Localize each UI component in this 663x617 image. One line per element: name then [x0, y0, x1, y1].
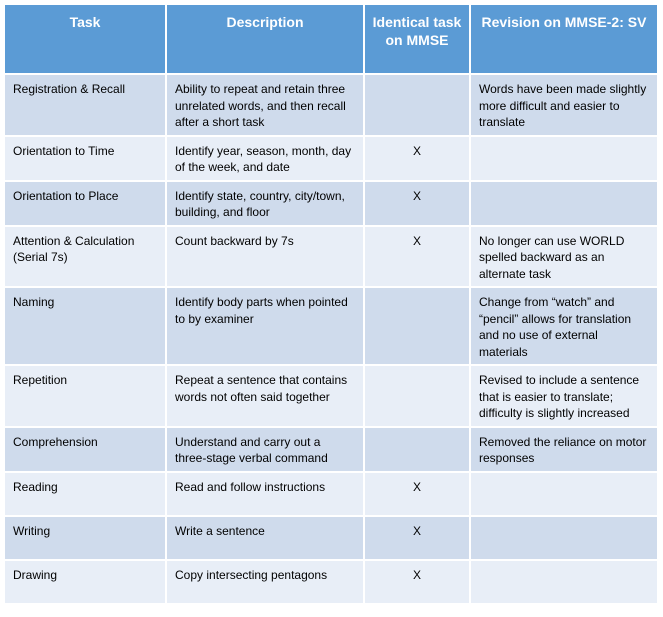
- table-row: [4, 226, 658, 288]
- table-row: [4, 472, 658, 516]
- table-row: [4, 74, 658, 136]
- cell-description: Identify body parts when pointed to by examiner: [166, 287, 364, 365]
- header-description: Description: [166, 4, 364, 74]
- cell-description: Identify year, season, month, day of the week, and date: [166, 136, 364, 181]
- cell-task: Orientation to Place: [4, 181, 166, 226]
- cell-task: Orientation to Time: [4, 136, 166, 181]
- cell-description: Count backward by 7s: [166, 226, 364, 288]
- cell-revision: [470, 136, 658, 181]
- header-row: [4, 4, 658, 74]
- cell-identical: X: [364, 560, 470, 604]
- cell-description: Copy intersecting pentagons: [166, 560, 364, 604]
- cell-task: Drawing: [4, 560, 166, 604]
- cell-revision: Change from “watch” and “pencil” allows for translation and no use of external materials: [470, 287, 658, 365]
- table-row: [4, 181, 658, 226]
- cell-revision: No longer can use WORLD spelled backward as an alternate task: [470, 226, 658, 288]
- cell-revision: Removed the reliance on motor responses: [470, 427, 658, 472]
- cell-task: Comprehension: [4, 427, 166, 472]
- cell-revision: [470, 472, 658, 516]
- table-row: [4, 287, 658, 365]
- cell-description: Ability to repeat and retain three unrelated words, and then recall after a short task: [166, 74, 364, 136]
- header-revision: Revision on MMSE-2: SV: [470, 4, 658, 74]
- table-row: [4, 427, 658, 472]
- cell-identical: X: [364, 472, 470, 516]
- cell-revision: [470, 181, 658, 226]
- cell-identical: X: [364, 516, 470, 560]
- cell-identical: [364, 74, 470, 136]
- cell-description: Repeat a sentence that contains words not often said together: [166, 365, 364, 427]
- cell-task: Writing: [4, 516, 166, 560]
- cell-revision: Revised to include a sentence that is easier to translate; difficulty is slightly increased: [470, 365, 658, 427]
- cell-identical: [364, 427, 470, 472]
- cell-task: Attention & Calculation (Serial 7s): [4, 226, 166, 288]
- cell-identical: [364, 287, 470, 365]
- cell-identical: X: [364, 136, 470, 181]
- header-task: Task: [4, 4, 166, 74]
- table-row: [4, 516, 658, 560]
- cell-task: Repetition: [4, 365, 166, 427]
- cell-identical: X: [364, 181, 470, 226]
- cell-revision: [470, 560, 658, 604]
- table-row: [4, 560, 658, 604]
- cell-description: Read and follow instructions: [166, 472, 364, 516]
- cell-description: Write a sentence: [166, 516, 364, 560]
- cell-task: Registration & Recall: [4, 74, 166, 136]
- mmse-comparison-table: [3, 3, 659, 605]
- header-identical: Identical task on MMSE: [364, 4, 470, 74]
- cell-task: Naming: [4, 287, 166, 365]
- cell-description: Identify state, country, city/town, building, and floor: [166, 181, 364, 226]
- cell-revision: [470, 516, 658, 560]
- cell-description: Understand and carry out a three-stage verbal command: [166, 427, 364, 472]
- cell-task: Reading: [4, 472, 166, 516]
- cell-identical: X: [364, 226, 470, 288]
- cell-identical: [364, 365, 470, 427]
- table-row: [4, 136, 658, 181]
- table-row: [4, 365, 658, 427]
- cell-revision: Words have been made slightly more difficult and easier to translate: [470, 74, 658, 136]
